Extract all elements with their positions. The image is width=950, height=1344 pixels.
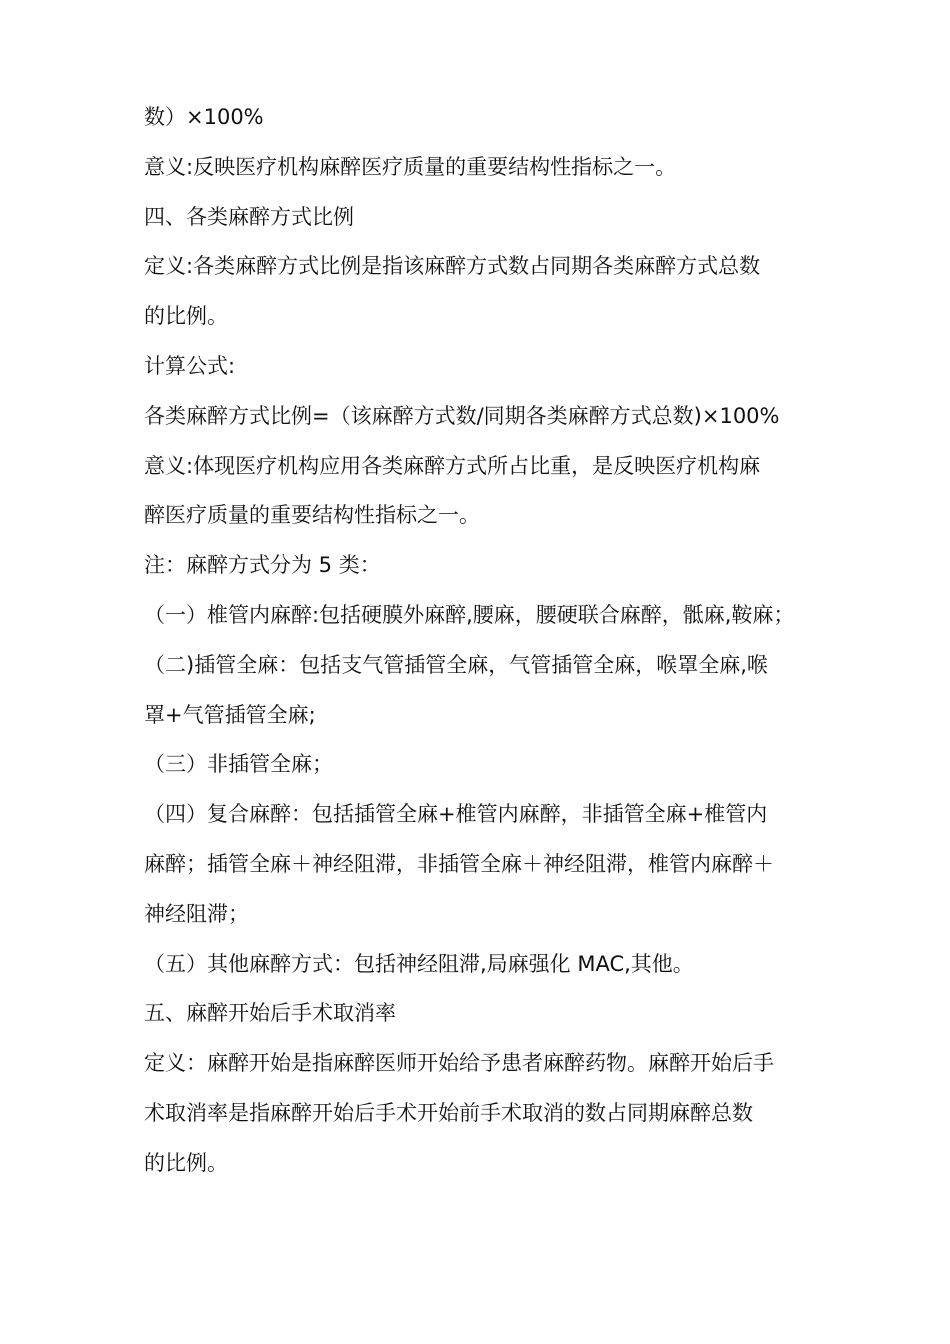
text-line-definition-cont: 术取消率是指麻醉开始后手术开始前手术取消的数占同期麻醉总数 <box>144 1100 753 1125</box>
text-line-significance: 意义:反映医疗机构麻醉医疗质量的重要结构性指标之一。 <box>144 154 677 179</box>
document-body <box>144 93 824 1189</box>
list-item-2: （二)插管全麻：包括支气管插管全麻，气管插管全麻，喉罩全麻,喉 <box>144 652 768 677</box>
text-line-definition-cont: 的比例。 <box>144 1150 228 1175</box>
list-item-1: （一）椎管内麻醉:包括硬膜外麻醉,腰麻，腰硬联合麻醉，骶麻,鞍麻； <box>144 602 795 627</box>
text-line-definition-cont: 的比例。 <box>144 304 228 329</box>
list-item-2-cont: 罩+气管插管全麻; <box>144 702 316 727</box>
text-line-significance: 意义:体现医疗机构应用各类麻醉方式所占比重，是反映医疗机构麻 <box>144 453 761 478</box>
section-heading-5: 五、麻醉开始后手术取消率 <box>144 1001 396 1026</box>
text-line-formula: 各类麻醉方式比例=（该麻醉方式数/同期各类麻醉方式总数)×100% <box>144 403 780 428</box>
text-line-formula-label: 计算公式: <box>144 353 236 378</box>
list-item-5: （五）其他麻醉方式：包括神经阻滞,局麻强化 MAC,其他。 <box>144 951 694 976</box>
text-line-formula-end: 数）×100% <box>144 105 264 129</box>
list-item-4-cont: 神经阻滞； <box>144 901 249 926</box>
text-line-definition: 定义：麻醉开始是指麻醉医师开始给予患者麻醉药物。麻醉开始后手 <box>144 1051 774 1076</box>
text-line-significance-cont: 醉医疗质量的重要结构性指标之一。 <box>144 503 480 528</box>
list-item-4-cont: 麻醉；插管全麻＋神经阻滞，非插管全麻＋神经阻滞，椎管内麻醉＋ <box>144 851 774 876</box>
section-heading-4: 四、各类麻醉方式比例 <box>144 204 354 229</box>
text-line-note: 注：麻醉方式分为 5 类： <box>144 553 381 578</box>
list-item-4: （四）复合麻醉：包括插管全麻+椎管内麻醉，非插管全麻+椎管内 <box>144 802 768 827</box>
list-item-3: （三）非插管全麻； <box>144 752 333 777</box>
text-line-definition: 定义:各类麻醉方式比例是指该麻醉方式数占同期各类麻醉方式总数 <box>144 254 761 279</box>
